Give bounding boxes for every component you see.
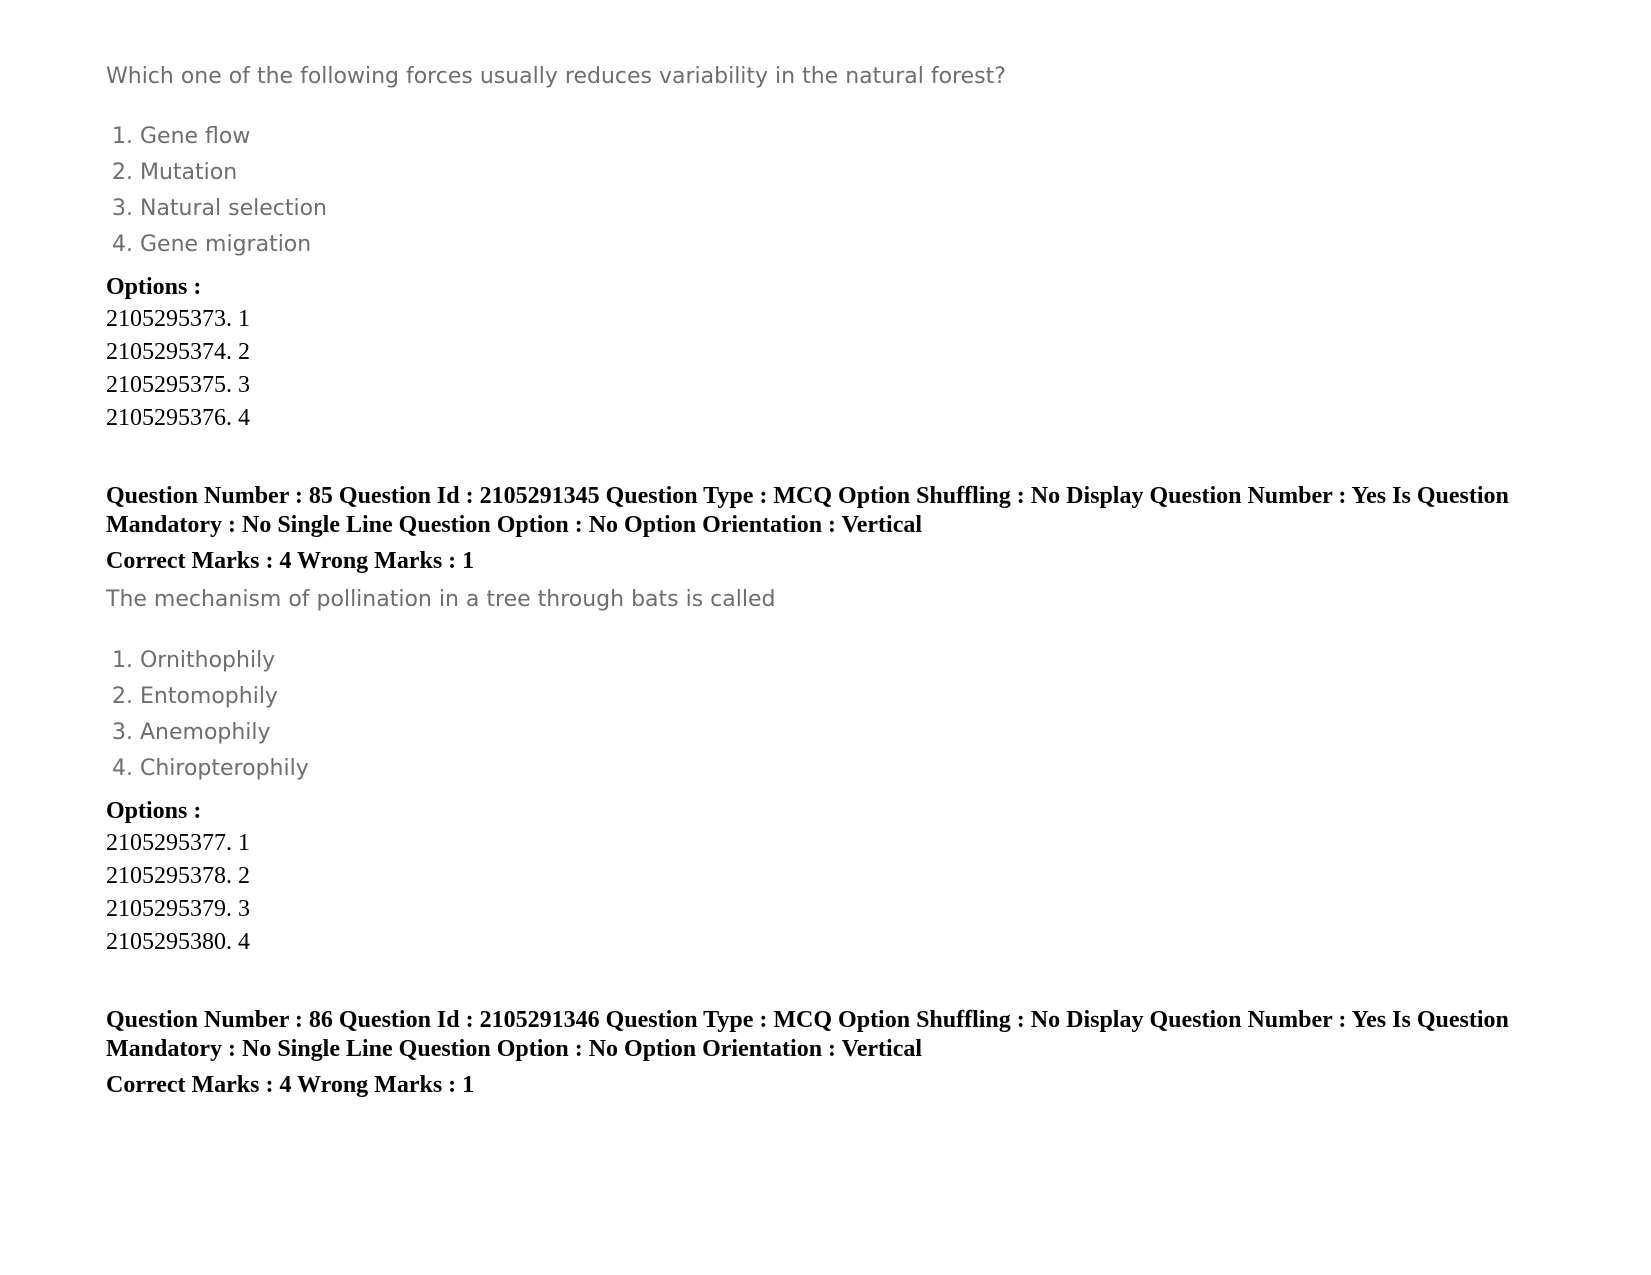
question-84-option-4: 2105295376. 4 <box>106 405 250 431</box>
question-85-option-4: 2105295380. 4 <box>106 929 250 955</box>
question-85-choice-2: 2. Entomophily <box>112 684 278 709</box>
question-85-marks: Correct Marks : 4 Wrong Marks : 1 <box>106 548 475 574</box>
question-85-option-3: 2105295379. 3 <box>106 896 250 922</box>
question-84-option-3: 2105295375. 3 <box>106 372 250 398</box>
question-85-choice-4: 4. Chiropterophily <box>112 756 309 781</box>
question-84-text: Which one of the following forces usually reduces variability in the natural forest? <box>106 64 1006 89</box>
question-86-meta: Question Number : 86 Question Id : 2105291346 Question Type : MCQ Option Shuffling : No Display Question Number : Yes Is Question Mandatory : No Single Line Question Option : No Option Orientation : Vertical <box>106 1007 1509 1062</box>
question-85-text: The mechanism of pollination in a tree through bats is called <box>106 587 776 612</box>
question-84-option-1: 2105295373. 1 <box>106 306 250 332</box>
question-85-options-label: Options : <box>106 798 202 824</box>
question-85-option-1: 2105295377. 1 <box>106 830 250 856</box>
question-84-options-label: Options : <box>106 274 202 300</box>
question-84-choice-4: 4. Gene migration <box>112 232 312 257</box>
question-84-choice-1: 1. Gene flow <box>112 124 251 149</box>
question-86-marks: Correct Marks : 4 Wrong Marks : 1 <box>106 1072 475 1098</box>
question-84-choice-3: 3. Natural selection <box>112 196 328 221</box>
question-85-choice-1: 1. Ornithophily <box>112 648 276 673</box>
question-84-choice-2: 2. Mutation <box>112 160 238 185</box>
question-85-meta: Question Number : 85 Question Id : 2105291345 Question Type : MCQ Option Shuffling : No Display Question Number : Yes Is Question Mandatory : No Single Line Question Option : No Option Orientation : Vertical <box>106 483 1509 538</box>
question-85-option-2: 2105295378. 2 <box>106 863 250 889</box>
question-84-option-2: 2105295374. 2 <box>106 339 250 365</box>
question-85-choice-3: 3. Anemophily <box>112 720 271 745</box>
